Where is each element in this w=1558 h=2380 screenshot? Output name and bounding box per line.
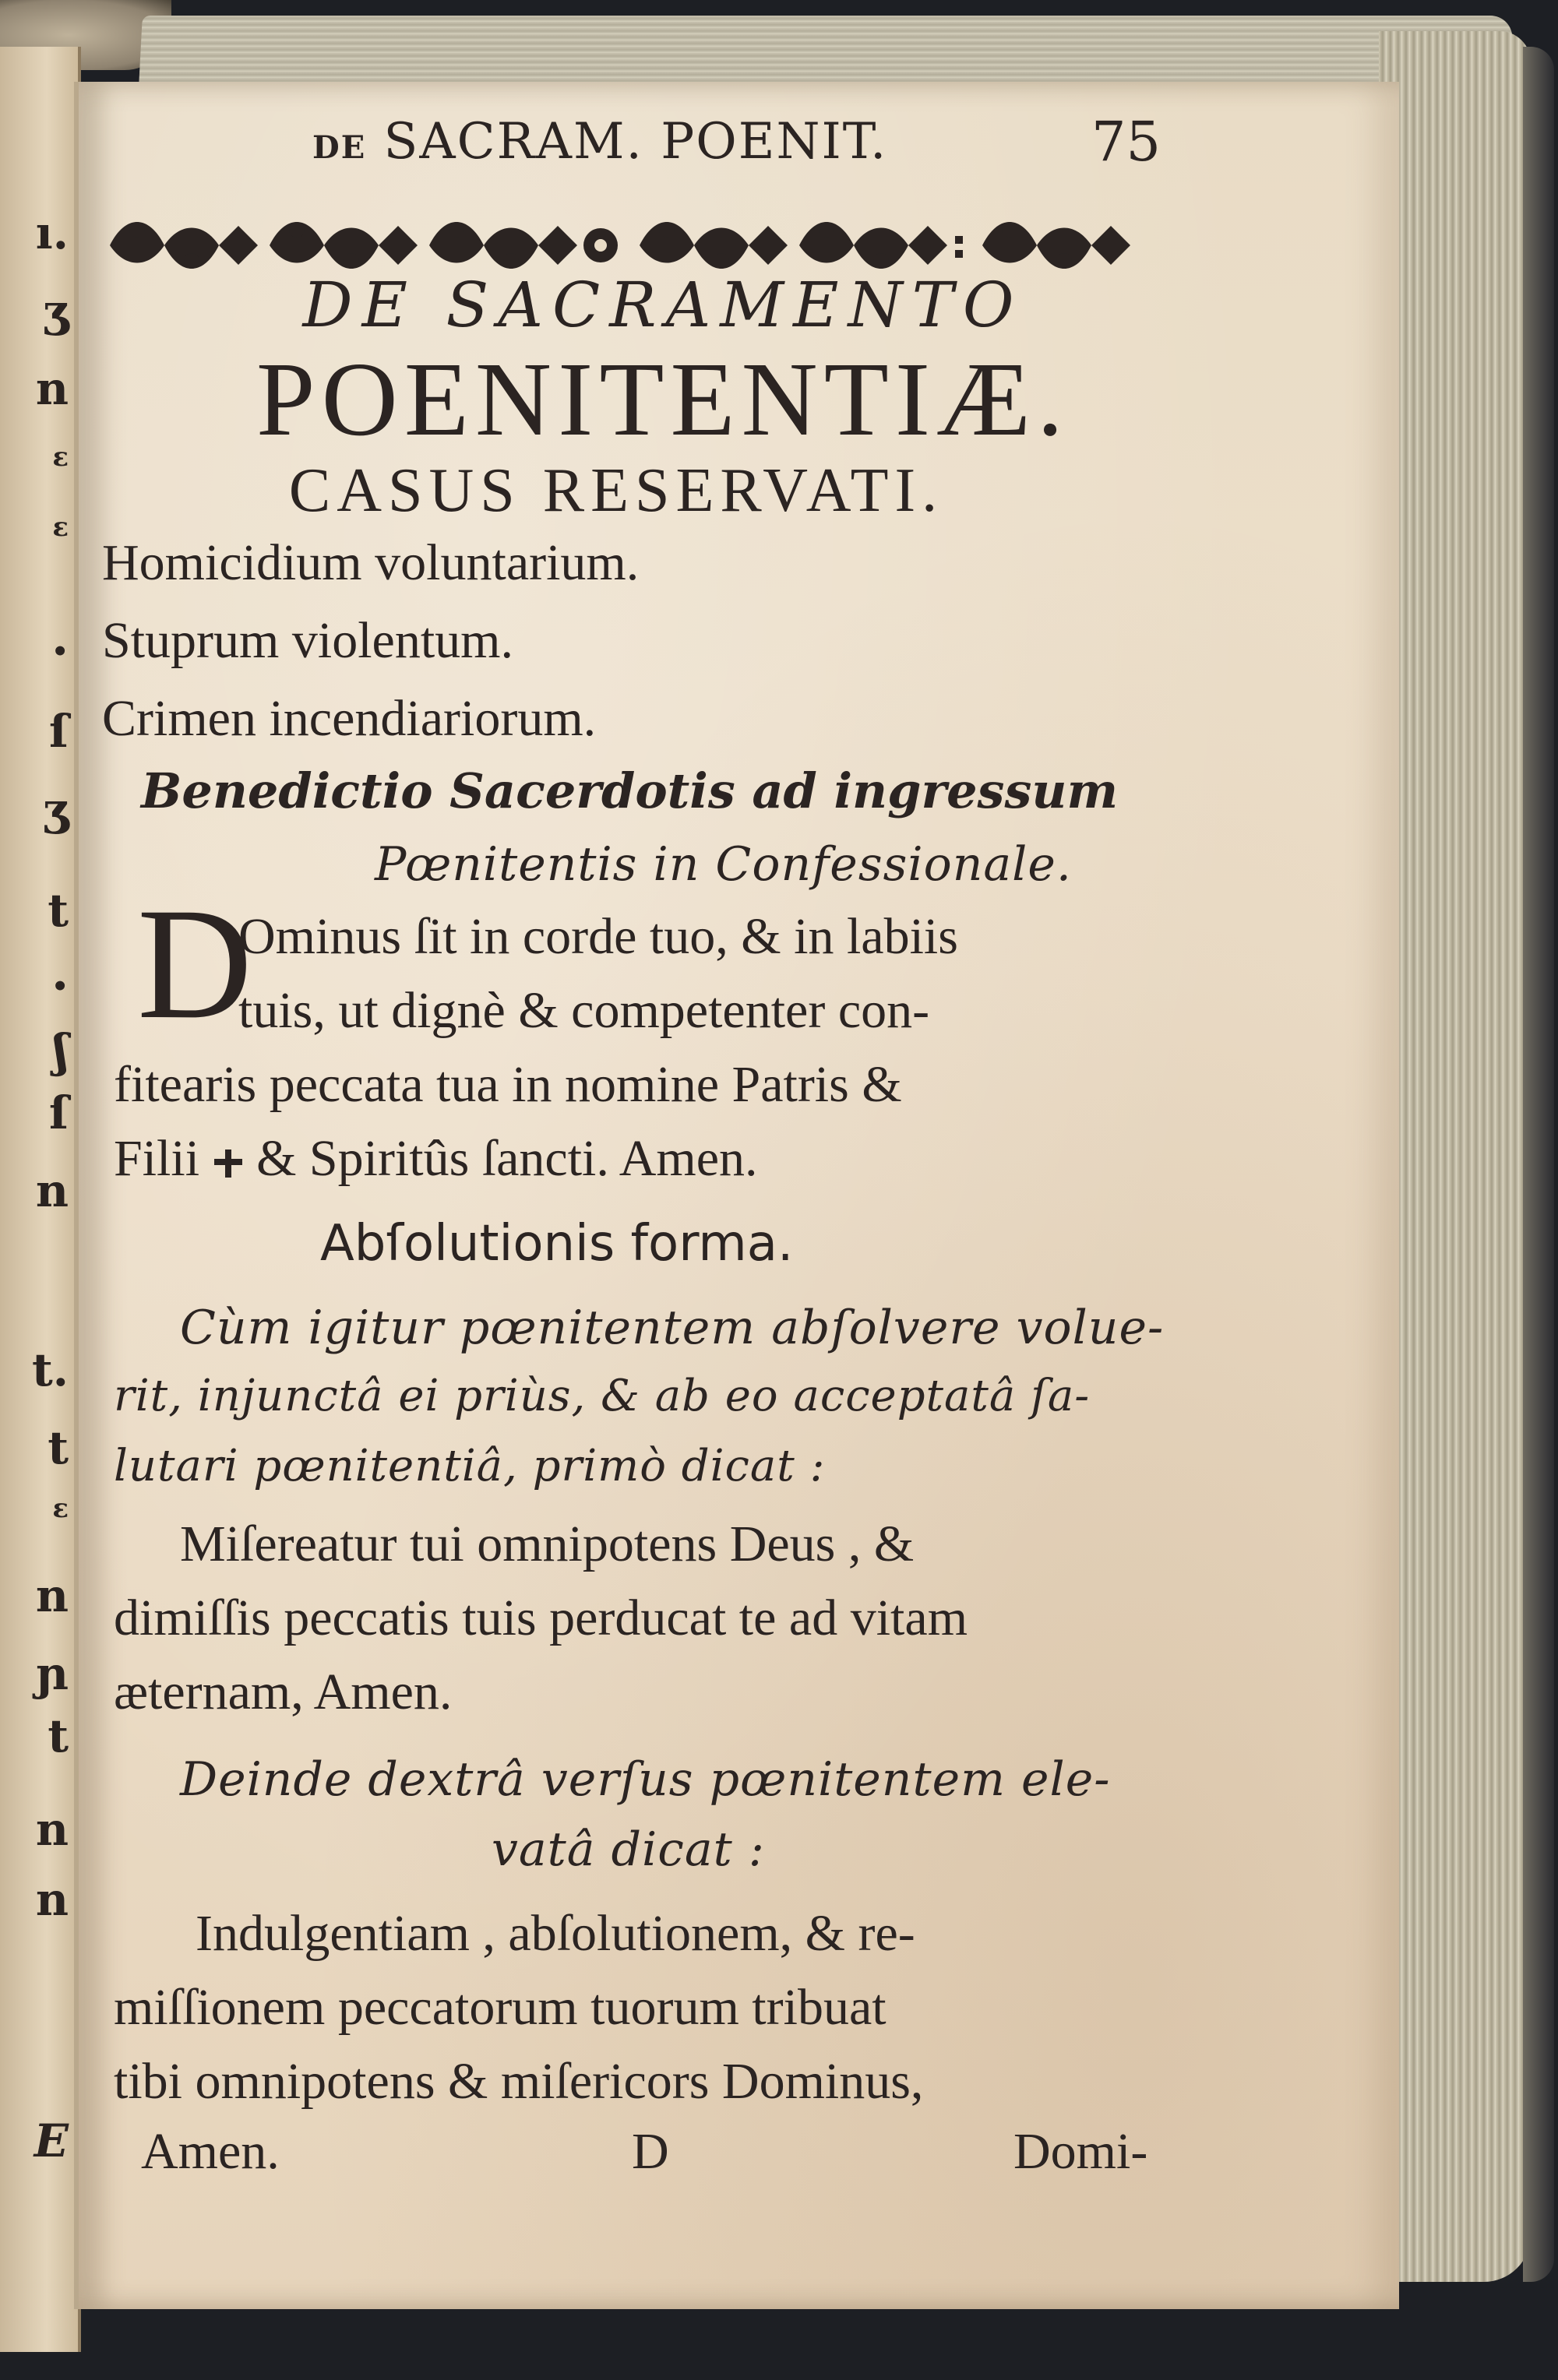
absolution-heading: Abſolutionis forma. [320,1215,794,1273]
left-page-glyph: ɛ [52,512,69,543]
left-page-glyph: ɲ [35,1647,69,1700]
left-page-glyph: t [48,1709,69,1762]
left-page-glyph: • [51,971,69,1002]
absolution-prayer-2: dimiſſis peccatis tuis perducat te ad vitam [114,1590,968,1646]
absolution-rubric-5: vatâ dicat : [492,1822,765,1877]
absolution-rubric-1: Cùm igitur pœnitentem abſolvere volue- [180,1301,1165,1355]
absolution-rubric-3: lutari pœnitentiâ, primò dicat : [114,1441,826,1491]
signature-mark: D [632,2123,669,2180]
left-page-glyph: n [35,362,69,415]
reserved-case-2: Stuprum violentum. [102,612,513,669]
blessing-line-1: Ominus ſit in corde tuo, & in labiis [238,908,958,965]
blessing-heading-2: Pœnitentis in Confessionale. [375,837,1072,892]
left-page-glyph: n [35,1164,69,1217]
blessing-line-4-start: Filii [114,1130,200,1187]
running-head [312,113,887,171]
absolution-text-4: Amen. [141,2123,280,2180]
absolution-prayer-3: æternam, Amen. [114,1664,453,1720]
left-page-glyph: t. [32,1343,69,1396]
title-line-1: DE SACRAMENTO [302,269,1024,341]
title-line-3: CASUS RESERVATI. [288,456,944,525]
left-page-glyph: ɛ [52,1493,69,1524]
running-head-prefix: DE [312,129,367,166]
left-page-glyph: ʃ [53,1024,69,1077]
running-head-text: SACRAM. POENIT. [383,113,888,171]
absolution-text-3: tibi omnipotens & miſericors Dominus, [114,2053,924,2110]
blessing-line-3: fitearis peccata tua in nomine Patris & [114,1056,902,1113]
blessing-line-2: tuis, ut dignè & competenter con- [238,982,930,1039]
left-page-glyph: t [48,884,69,937]
reserved-case-1: Homicidium voluntarium. [102,534,640,591]
left-page-glyph: n [35,1803,69,1856]
absolution-prayer-1: Miſereatur tui omnipotens Deus , & [180,1516,915,1572]
book-page [74,82,1399,2309]
cross-icon [213,1148,244,1179]
left-page-glyph: E [33,2114,69,2167]
left-page-glyph: ɛ [52,442,69,473]
blessing-line-4 [114,1130,758,1187]
left-page-glyph: ʒ [43,783,69,836]
absolution-rubric-2: rit, injunctâ ei priùs, & ab eo acceptatâ ſa- [114,1371,1091,1421]
absolution-text-2: miſſionem peccatorum tuorum tribuat [114,1979,887,2036]
page-block-fore-edge [1379,31,1531,2282]
left-page-glyph: ſ [49,705,69,758]
left-facing-page [0,47,81,2352]
left-page-glyph: • [51,636,69,667]
left-page-glyph: t [48,1421,69,1474]
left-page-glyph: n [35,1569,69,1622]
blessing-line-4-end: & Spiritûs ſancti. Amen. [256,1130,758,1187]
left-page-glyph: ſ [49,1086,69,1139]
page-number: 75 [1091,110,1161,174]
title-line-2: POENITENTIÆ. [256,341,1070,458]
catchword: Domi- [1013,2123,1148,2180]
reserved-case-3: Crimen incendiariorum. [102,690,597,747]
left-page-glyph: ʒ [43,284,69,337]
blessing-heading-1: Benedictio Sacerdotis ad ingressum [141,762,1119,819]
absolution-text-1: Indulgentiam , abſolutionem, & re- [196,1905,915,1962]
left-page-glyph: ı. [35,206,69,259]
left-page-glyph: n [35,1873,69,1926]
drop-cap: D [137,875,253,1052]
page-block-shadow [1523,47,1554,2282]
absolution-rubric-4: Deinde dextrâ verſus pœnitentem ele- [180,1752,1111,1807]
